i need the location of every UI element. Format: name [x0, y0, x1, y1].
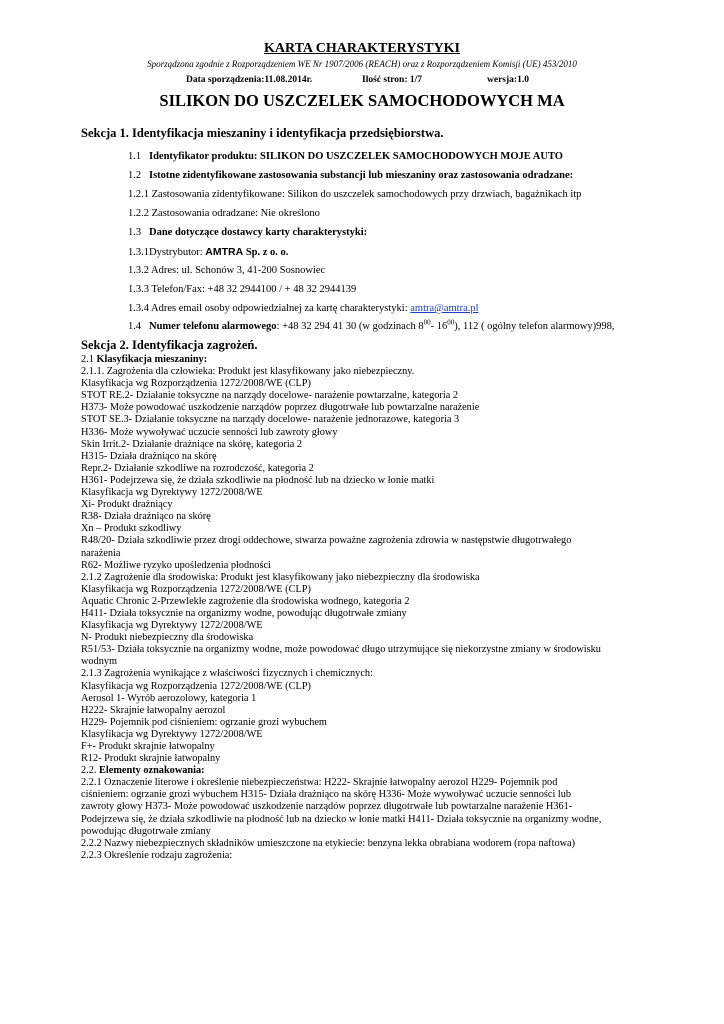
item-1-3-2: 1.3.2 Adres: ul. Schonów 3, 41-200 Sosnowiec	[128, 265, 326, 276]
text-line: R48/20- Działa szkodliwie przez drogi oddechowe, stwarza poważne zagrożenia zdrowia w następstwie długotrwałego	[81, 535, 572, 547]
item-number: 1.1	[128, 151, 142, 162]
item-1-4	[128, 318, 615, 332]
document-title: KARTA CHARAKTERYSTYKI	[264, 41, 460, 56]
section1-heading: Sekcja 1. Identyfikacja mieszaniny i identyfikacja przedsiębiorstwa.	[81, 126, 444, 140]
text-line: Xi- Produkt drażniący	[81, 499, 173, 511]
text-line: Klasyfikacja wg Dyrektywy 1272/2008/WE	[81, 728, 263, 740]
text-line: 2.2.2 Nazwy niebezpiecznych składników umieszczone na etykiecie: benzyna lekka obrabiana wodorem (ropa naftowa)	[81, 837, 576, 849]
item-text: Elementy oznakowania:	[99, 765, 205, 777]
item-text: Identyfikator produktu: SILIKON DO USZCZELEK SAMOCHODOWYCH MOJE AUTO	[149, 151, 563, 162]
version: wersja:1.0	[487, 75, 529, 85]
text-line: zawroty głowy H373- Może powodować uszkodzenie narządów poprzez długotrwałe lub powtarzalne narażenie H361-	[81, 801, 573, 813]
text-line: powodując długotrwałe zmiany	[81, 825, 211, 837]
item-text: Dane dotyczące dostawcy karty charakterystyki:	[149, 227, 368, 238]
brand-logo-text: AMTRA	[205, 246, 244, 258]
text-line: 2.1.2 Zagrożenie dla środowiska: Produkt jest klasyfikowany jako niebezpieczny dla środowiska	[81, 571, 480, 583]
text-line: narażenia	[81, 547, 121, 559]
text-line: Aquatic Chronic 2-Przewlekłe zagrożenie dla środowiska wodnego, kategoria 2	[81, 595, 410, 607]
email-link[interactable]: amtra@amtra.pl	[410, 303, 479, 314]
text-line: Xn – Produkt szkodliwy	[81, 523, 182, 535]
item-number: 2.2.	[81, 765, 100, 777]
text-line: wodnym	[81, 656, 118, 668]
item-1-2-2: 1.2.2 Zastosowania odradzane: Nie określono	[128, 208, 320, 219]
section2-body	[81, 354, 651, 862]
text-line: H411- Działa toksycznie na organizmy wodne, powodując długotrwałe zmiany	[81, 607, 407, 619]
item-1-3	[128, 227, 367, 238]
text-line: STOT RE.2- Działanie toksyczne na narządy docelowe- narażenie powtarzalne, kategoria 2	[81, 390, 459, 402]
text-line: 2.1.3 Zagrożenia wynikające z właściwości fizycznych i chemicznych:	[81, 668, 373, 680]
item-number: 1.3	[128, 227, 142, 238]
text-line: Klasyfikacja wg Rozporządzenia 1272/2008/WE (CLP)	[81, 680, 311, 692]
text-line: R51/53- Działa toksycznie na organizmy wodne, może powodować długo utrzymujące się niekorzystne zmiany w środowisku	[81, 644, 601, 656]
hours-end-sup: 00	[447, 318, 455, 327]
product-name: SILIKON DO USZCZELEK SAMOCHODOWYCH MA	[159, 91, 565, 110]
emergency-label: Numer telefonu alarmowego	[149, 321, 277, 332]
item-1-1	[128, 151, 563, 162]
item-1-3-1	[128, 246, 288, 258]
text-line: H373- Może powodować uszkodzenie narządów poprzez długotrwałe lub powtarzalne narażenie	[81, 402, 480, 414]
regulation-subtitle: Sporządzona zgodnie z Rozporządzeniem WE Nr 1907/2006 (REACH) oraz z Rozporządzeniem Komisji (UE) 453/2010	[147, 59, 577, 69]
item-text: Klasyfikacja mieszaniny:	[96, 354, 208, 365]
text-line: Aerosol 1- Wyrób aerozolowy, kategoria 1	[81, 692, 257, 704]
text-line: R12- Produkt skrajnie łatwopalny	[81, 753, 221, 765]
text-line: H222- Skrajnie łatwopalny aerozol	[81, 704, 226, 716]
text-line: Klasyfikacja wg Dyrektywy 1272/2008/WE	[81, 487, 263, 499]
emergency-general: ), 112 ( ogólny telefon alarmowy)998,	[454, 321, 615, 332]
subsection-2-1	[81, 354, 651, 366]
text-line: H336- Może wywoływać uczucie senności lub zawroty głowy	[81, 426, 338, 438]
page-count: Ilość stron: 1/7	[362, 75, 422, 85]
text-line: F+- Produkt skrajnie łatwopalny	[81, 741, 215, 752]
emergency-phone: : +48 32 294 41 30 (w godzinach 8	[276, 321, 424, 332]
text-line: Podejrzewa się, że działa szkodliwie na płodność lub na dziecko w łonie matki H411- Działa toksycznie na organizmy wodne,	[81, 813, 602, 825]
hours-start-sup: 00	[423, 318, 431, 327]
company-suffix: Sp. z o. o.	[243, 247, 289, 258]
hours-dash: - 16	[430, 321, 448, 332]
text-line: Repr.2- Działanie szkodliwe na rozrodczość, kategoria 2	[81, 462, 314, 474]
labelling-lines	[81, 777, 651, 862]
item-1-3-3: 1.3.3 Telefon/Fax: +48 32 2944100 / + 48 32 2944139	[128, 284, 357, 295]
distributor-label: 1.3.1Dystrybutor:	[128, 247, 206, 258]
text-line: ciśnieniem: ogrzanie grozi wybuchem H315- Działa drażniąco na skórę H336- Może wywoływać uczucie senności lub	[81, 789, 572, 801]
text-line: N- Produkt niebezpieczny dla środowiska	[81, 632, 254, 644]
issue-date: Data sporządzenia:11.08.2014r.	[186, 75, 313, 85]
text-line: H229- Pojemnik pod ciśnieniem: ogrzanie grozi wybuchem	[81, 716, 327, 728]
text-line: R62- Możliwe ryzyko upośledzenia płodności	[81, 559, 271, 571]
item-1-3-4	[128, 303, 479, 314]
item-1-2-1: 1.2.1 Zastosowania zidentyfikowane: Silikon do uszczelek samochodowych przy drzwiach, bagażnikach itp	[128, 189, 582, 200]
text-line: Klasyfikacja wg Dyrektywy 1272/2008/WE	[81, 620, 263, 632]
item-1-2	[128, 170, 573, 181]
classification-lines	[81, 366, 651, 765]
item-number: 1.4	[128, 321, 142, 332]
text-line: 2.2.1 Oznaczenie literowe i określenie niebezpieczeństwa: H222- Skrajnie łatwopalny aerozol H229- Pojemnik pod	[81, 777, 558, 789]
text-line: 2.2.3 Określenie rodzaju zagrożenia:	[81, 849, 233, 861]
email-label: 1.3.4 Adres email osoby odpowiedzialnej za kartę charakterystyki:	[128, 303, 411, 314]
text-line: H315- Działa drażniąco na skórę	[81, 450, 217, 462]
text-line: H361- Podejrzewa się, że działa szkodliwie na płodność lub na dziecko w łonie matki	[81, 474, 435, 486]
text-line: Klasyfikacja wg Rozporządzenia 1272/2008/WE (CLP)	[81, 378, 311, 390]
text-line: Skin Irrit.2- Działanie drażniące na skórę, kategoria 2	[81, 438, 303, 450]
text-line: STOT SE.3- Działanie toksyczne na narządy docelowe- narażenie jednorazowe, kategoria 3	[81, 414, 460, 426]
text-line: Klasyfikacja wg Rozporządzenia 1272/2008/WE (CLP)	[81, 583, 311, 595]
text-line: R38- Działa drażniąco na skórę	[81, 511, 211, 523]
item-number: 1.2	[128, 170, 142, 181]
item-number: 2.1	[81, 354, 97, 365]
item-text: Istotne zidentyfikowane zastosowania substancji lub mieszaniny oraz zastosowania odradzane:	[149, 170, 574, 181]
subsection-2-2	[81, 765, 651, 777]
text-line: 2.1.1. Zagrożenia dla człowieka: Produkt jest klasyfikowany jako niebezpieczny.	[81, 366, 415, 378]
section2-heading: Sekcja 2. Identyfikacja zagrożeń.	[81, 338, 258, 352]
